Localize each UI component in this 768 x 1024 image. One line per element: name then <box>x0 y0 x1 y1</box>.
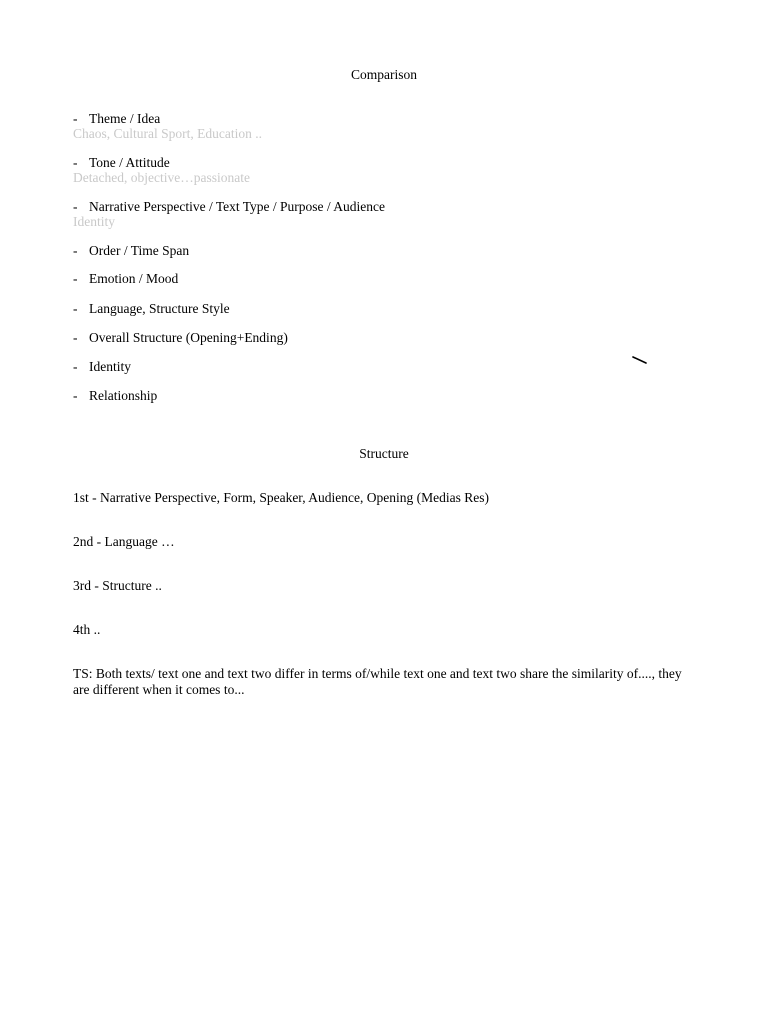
bullet-emotion <box>73 271 178 287</box>
pen-stroke-mark <box>631 354 649 366</box>
page-title: Comparison <box>351 67 417 82</box>
bullet-marker: - <box>73 111 78 126</box>
section-title-structure: Structure <box>359 446 409 461</box>
bullet-label: Theme / Idea <box>89 111 161 126</box>
bullet-overall-structure <box>73 330 288 346</box>
bullet-marker: - <box>73 271 78 286</box>
bullet-note: Identity <box>73 214 115 229</box>
bullet-marker: - <box>73 359 78 374</box>
bullet-note: Chaos, Cultural Sport, Education .. <box>73 126 262 141</box>
bullet-label: Tone / Attitude <box>89 155 170 170</box>
bullet-marker: - <box>73 330 78 345</box>
bullet-note: Detached, objective…passionate <box>73 170 250 185</box>
bullet-marker: - <box>73 388 78 403</box>
bullet-marker: - <box>73 243 78 258</box>
bullet-narrative <box>73 199 385 215</box>
bullet-label: Language, Structure Style <box>89 301 230 316</box>
bullet-tone <box>73 155 170 171</box>
structure-point-4: 4th .. <box>73 622 101 637</box>
bullet-marker: - <box>73 199 78 214</box>
bullet-theme <box>73 111 160 127</box>
bullet-order <box>73 243 189 259</box>
structure-point-2: 2nd - Language … <box>73 534 175 549</box>
structure-point-1: 1st - Narrative Perspective, Form, Speaker, Audience, Opening (Medias Res) <box>73 490 489 505</box>
bullet-label: Order / Time Span <box>89 243 190 258</box>
bullet-label: Overall Structure (Opening+Ending) <box>89 330 288 345</box>
bullet-label: Emotion / Mood <box>89 271 179 286</box>
bullet-marker: - <box>73 301 78 316</box>
bullet-marker: - <box>73 155 78 170</box>
bullet-label: Identity <box>89 359 131 374</box>
bullet-identity <box>73 359 131 375</box>
bullet-relationship <box>73 388 157 404</box>
structure-point-3: 3rd - Structure .. <box>73 578 162 593</box>
bullet-language <box>73 301 230 317</box>
bullet-label: Relationship <box>89 388 158 403</box>
thesis-statement: TS: Both texts/ text one and text two differ in terms of/while text one and text two share the similarity of...., they are different when it comes to... <box>73 666 682 697</box>
bullet-label: Narrative Perspective / Text Type / Purpose / Audience <box>89 199 386 214</box>
